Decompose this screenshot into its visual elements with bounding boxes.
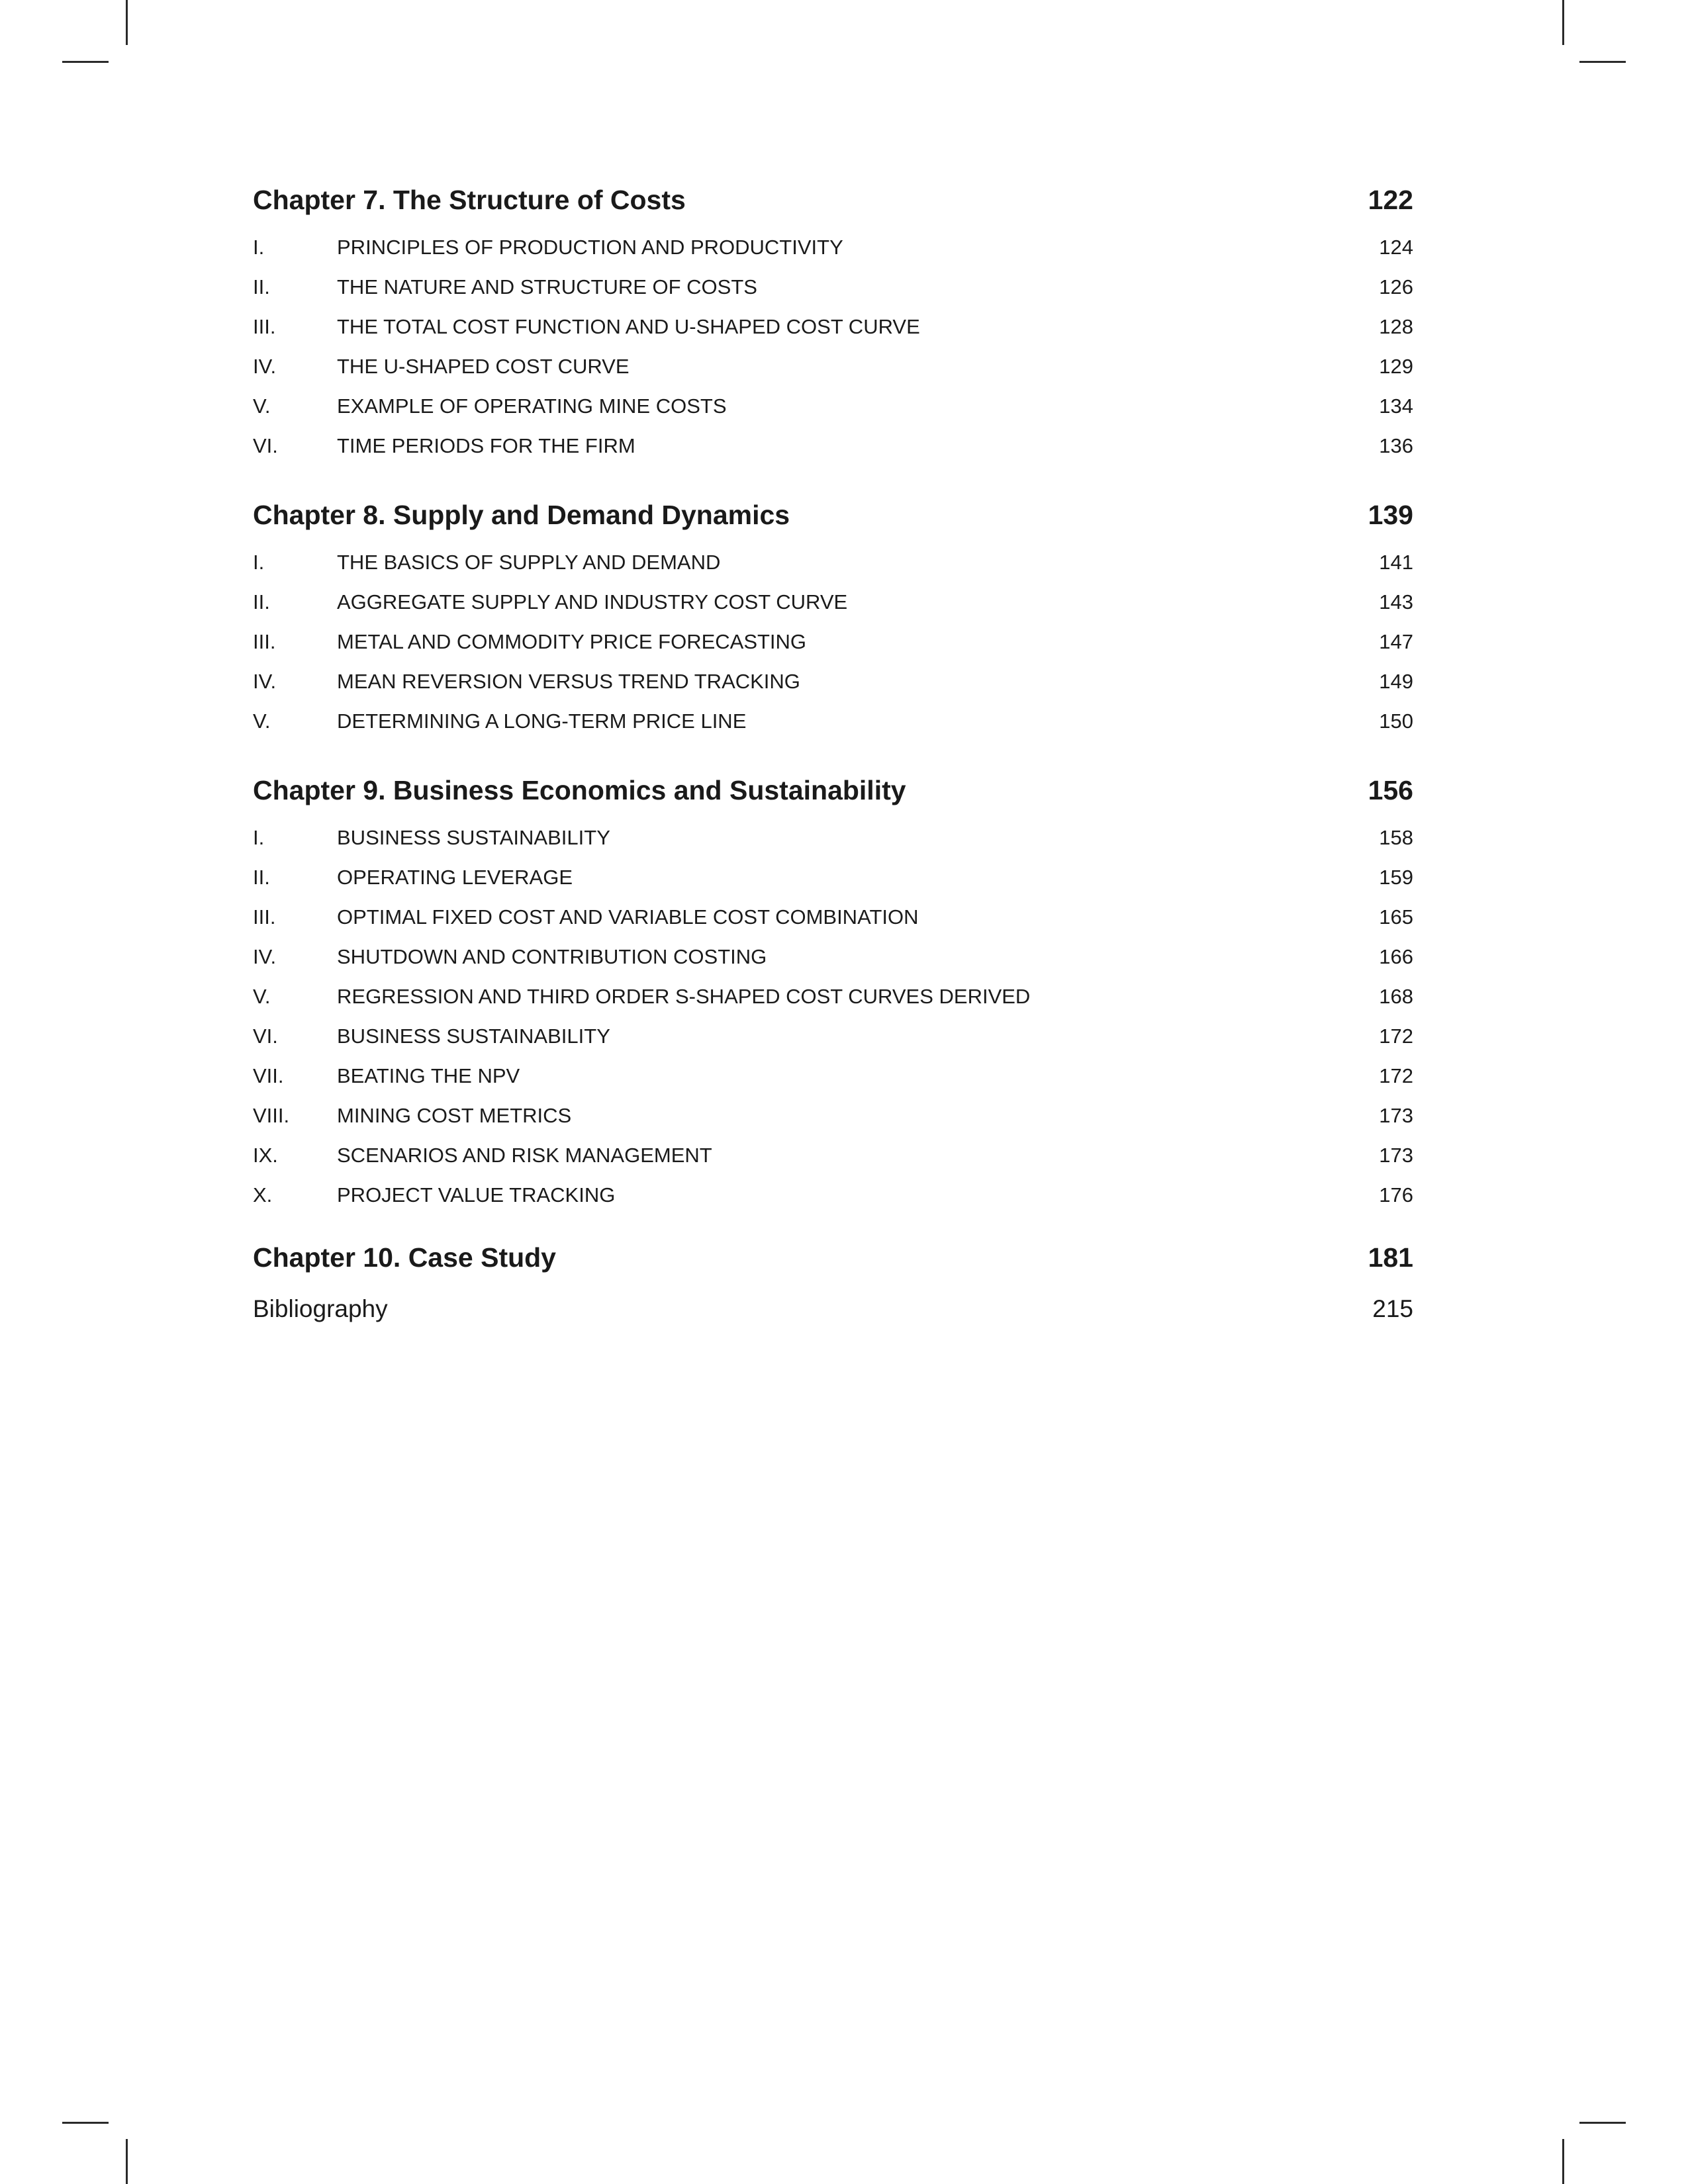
crop-mark-top-left-vertical — [126, 0, 128, 45]
toc-entry[interactable] — [253, 543, 1413, 582]
crop-mark-bottom-left-vertical — [126, 2139, 128, 2184]
chapter-title: Chapter 9. Business Economics and Sustainability — [253, 775, 906, 805]
entry-number: IV. — [253, 355, 277, 378]
crop-mark-top-right-horizontal — [1579, 61, 1626, 63]
entry-number: I. — [253, 236, 265, 259]
chapter-page: 181 — [1368, 1242, 1413, 1273]
chapter-7-heading[interactable] — [253, 179, 1413, 221]
crop-mark-top-left-horizontal — [62, 61, 109, 63]
entry-title: DETERMINING A LONG-TERM PRICE LINE — [337, 709, 747, 733]
entry-page: 165 — [1379, 905, 1413, 929]
entry-page: 136 — [1379, 434, 1413, 457]
toc-entry[interactable] — [253, 267, 1413, 307]
entry-title: SCENARIOS AND RISK MANAGEMENT — [337, 1144, 712, 1167]
entry-number: IV. — [253, 945, 277, 968]
entry-number: VI. — [253, 1024, 278, 1048]
entry-number: IX. — [253, 1144, 278, 1167]
entry-page: 149 — [1379, 670, 1413, 693]
crop-mark-bottom-left-horizontal — [62, 2122, 109, 2124]
entry-title: BUSINESS SUSTAINABILITY — [337, 826, 610, 849]
crop-mark-top-right-vertical — [1562, 0, 1564, 45]
entry-number: VII. — [253, 1064, 284, 1087]
toc-entry[interactable] — [253, 347, 1413, 387]
toc-entry[interactable] — [253, 858, 1413, 897]
toc-entry[interactable] — [253, 977, 1413, 1017]
toc-entry[interactable] — [253, 1136, 1413, 1175]
toc-entry[interactable] — [253, 228, 1413, 267]
entry-title: OPERATING LEVERAGE — [337, 866, 573, 889]
entry-title: TIME PERIODS FOR THE FIRM — [337, 434, 635, 457]
entry-number: VIII. — [253, 1104, 290, 1127]
entry-title: METAL AND COMMODITY PRICE FORECASTING — [337, 630, 807, 653]
toc-entry[interactable] — [253, 307, 1413, 347]
entry-page: 173 — [1379, 1144, 1413, 1167]
entry-number: III. — [253, 630, 276, 653]
chapter-8-heading[interactable] — [253, 494, 1413, 536]
crop-mark-bottom-right-vertical — [1562, 2139, 1564, 2184]
entry-number: I. — [253, 551, 265, 574]
chapter-10-heading[interactable] — [253, 1236, 1413, 1279]
table-of-contents — [253, 179, 1413, 1330]
entry-page: 172 — [1379, 1024, 1413, 1048]
entry-title: REGRESSION AND THIRD ORDER S-SHAPED COST CURVES DERIVED — [337, 985, 1031, 1008]
entry-page: 143 — [1379, 590, 1413, 614]
entry-page: 173 — [1379, 1104, 1413, 1127]
chapter-9-heading[interactable] — [253, 769, 1413, 811]
entry-title: EXAMPLE OF OPERATING MINE COSTS — [337, 394, 727, 418]
chapter-title: Chapter 10. Case Study — [253, 1242, 556, 1273]
entry-title: PRINCIPLES OF PRODUCTION AND PRODUCTIVITY — [337, 236, 843, 259]
chapter-title: Chapter 7. The Structure of Costs — [253, 185, 686, 215]
entry-number: VI. — [253, 434, 278, 457]
toc-entry[interactable] — [253, 622, 1413, 662]
entry-page: 166 — [1379, 945, 1413, 968]
toc-entry[interactable] — [253, 582, 1413, 622]
entry-number: IV. — [253, 670, 277, 693]
entry-page: 134 — [1379, 394, 1413, 418]
toc-entry[interactable] — [253, 897, 1413, 937]
entry-number: V. — [253, 709, 271, 733]
entry-number: V. — [253, 394, 271, 418]
entry-title: SHUTDOWN AND CONTRIBUTION COSTING — [337, 945, 767, 968]
entry-number: I. — [253, 826, 265, 849]
entry-number: III. — [253, 905, 276, 929]
entry-page: 128 — [1379, 315, 1413, 338]
bibliography-title: Bibliography — [253, 1295, 388, 1322]
entry-title: PROJECT VALUE TRACKING — [337, 1183, 616, 1206]
entry-page: 172 — [1379, 1064, 1413, 1087]
bibliography-entry[interactable] — [253, 1288, 1413, 1330]
chapter-page: 156 — [1368, 775, 1413, 805]
toc-entry[interactable] — [253, 818, 1413, 858]
toc-entry[interactable] — [253, 1056, 1413, 1096]
chapter-page: 122 — [1368, 185, 1413, 215]
entry-number: II. — [253, 275, 270, 298]
chapter-7-entries — [253, 228, 1413, 466]
toc-entry[interactable] — [253, 387, 1413, 426]
entry-title: THE BASICS OF SUPPLY AND DEMAND — [337, 551, 721, 574]
entry-page: 141 — [1379, 551, 1413, 574]
entry-number: X. — [253, 1183, 273, 1206]
entry-number: V. — [253, 985, 271, 1008]
entry-page: 150 — [1379, 709, 1413, 733]
entry-page: 158 — [1379, 826, 1413, 849]
entry-page: 124 — [1379, 236, 1413, 259]
toc-entry[interactable] — [253, 702, 1413, 741]
entry-title: BEATING THE NPV — [337, 1064, 520, 1087]
entry-title: THE U-SHAPED COST CURVE — [337, 355, 630, 378]
entry-page: 147 — [1379, 630, 1413, 653]
toc-entry[interactable] — [253, 426, 1413, 466]
chapter-title: Chapter 8. Supply and Demand Dynamics — [253, 500, 790, 530]
entry-title: MINING COST METRICS — [337, 1104, 572, 1127]
entry-title: BUSINESS SUSTAINABILITY — [337, 1024, 610, 1048]
entry-page: 126 — [1379, 275, 1413, 298]
chapter-8-entries — [253, 543, 1413, 741]
entry-title: THE TOTAL COST FUNCTION AND U-SHAPED COST CURVE — [337, 315, 920, 338]
crop-mark-bottom-right-horizontal — [1579, 2122, 1626, 2124]
entry-title: AGGREGATE SUPPLY AND INDUSTRY COST CURVE — [337, 590, 848, 614]
entry-page: 176 — [1379, 1183, 1413, 1206]
chapter-9-entries — [253, 818, 1413, 1215]
entry-title: THE NATURE AND STRUCTURE OF COSTS — [337, 275, 757, 298]
toc-entry[interactable] — [253, 1175, 1413, 1215]
toc-entry[interactable] — [253, 937, 1413, 977]
entry-page: 159 — [1379, 866, 1413, 889]
toc-entry[interactable] — [253, 1017, 1413, 1056]
chapter-page: 139 — [1368, 500, 1413, 530]
toc-entry[interactable] — [253, 662, 1413, 702]
entry-page: 168 — [1379, 985, 1413, 1008]
entry-number: II. — [253, 866, 270, 889]
toc-entry[interactable] — [253, 1096, 1413, 1136]
entry-number: II. — [253, 590, 270, 614]
entry-title: MEAN REVERSION VERSUS TREND TRACKING — [337, 670, 800, 693]
entry-title: OPTIMAL FIXED COST AND VARIABLE COST COMBINATION — [337, 905, 919, 929]
entry-page: 129 — [1379, 355, 1413, 378]
bibliography-page: 215 — [1372, 1295, 1413, 1322]
entry-number: III. — [253, 315, 276, 338]
